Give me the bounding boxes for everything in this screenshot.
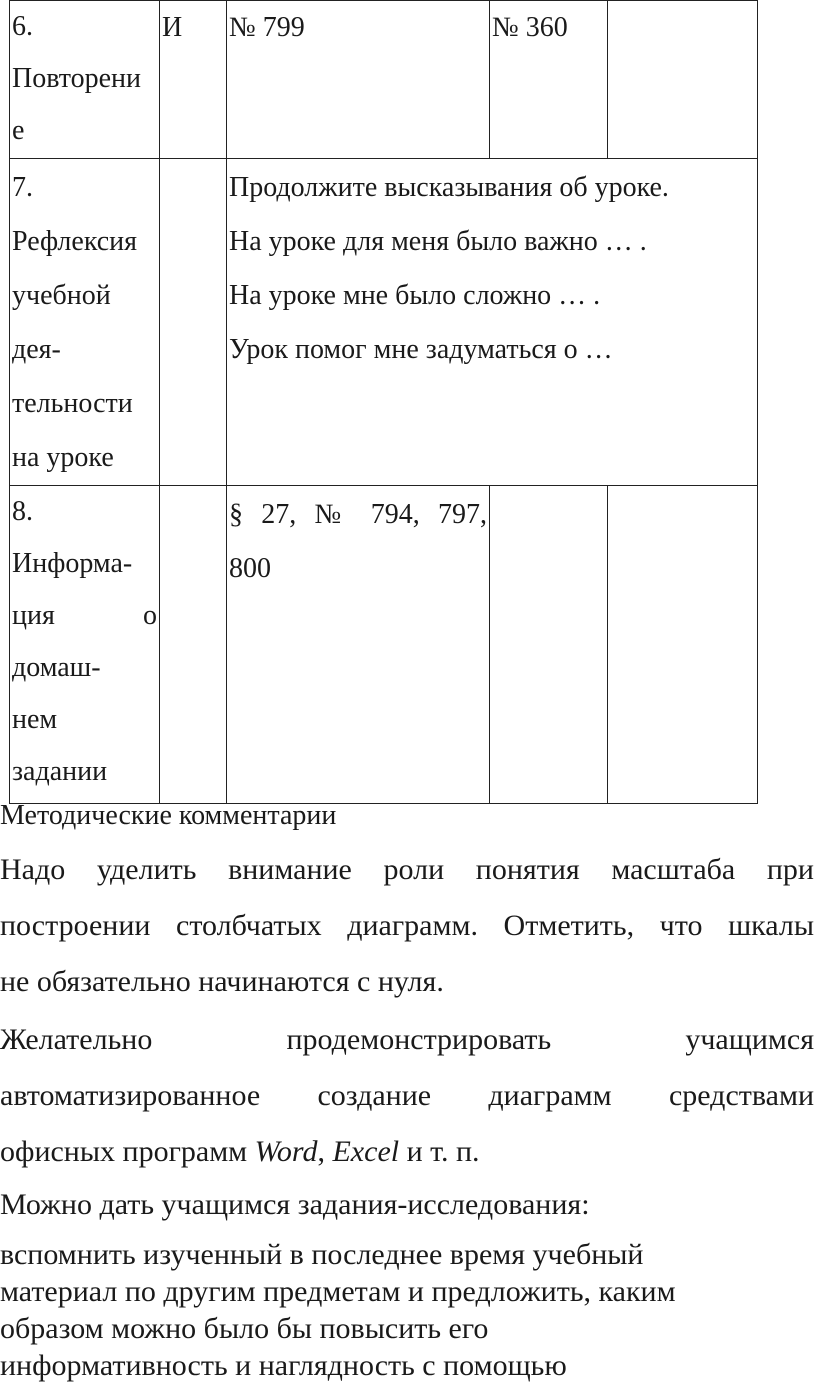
table-row [10, 1, 758, 159]
excel-program: Excel [332, 1135, 400, 1168]
task-text: № 799 [229, 12, 305, 43]
paragraph-line: информативность и наглядность с помощью [0, 1349, 567, 1382]
homework-text: § 27, № 794, 797, [229, 499, 487, 530]
paragraph-line: Можно дать учащимся задания-исследования: [0, 1188, 590, 1221]
stage-text: 7. [12, 172, 33, 203]
paragraph-line: вспомнить изученный в последнее время учебный [0, 1238, 644, 1271]
stage-text: нем [12, 704, 58, 735]
stage-text: Рефлексия [12, 226, 138, 257]
method-cell [160, 159, 227, 486]
notes-cell [608, 486, 758, 804]
paragraph-line: автоматизированное создание диаграмм средствами [0, 1079, 814, 1112]
homework-cell [227, 486, 490, 804]
paragraph-line: материал по другим предметам и предложить, каким [0, 1275, 676, 1308]
stage-text: домаш- [12, 652, 101, 683]
paragraph [0, 1236, 814, 1384]
comments-title: Методические комментарии [0, 800, 337, 831]
task2-cell [490, 1, 608, 159]
method-cell [160, 1, 227, 159]
table-row [10, 159, 758, 486]
stage-text: на уроке [12, 442, 114, 473]
reflection-text: Продолжите высказывания об уроке. [229, 172, 669, 203]
methodical-comments [0, 796, 814, 1384]
paragraph-line: образом можно было бы повысить его [0, 1312, 489, 1345]
task-cell [227, 1, 490, 159]
paragraph [0, 1012, 814, 1180]
method-cell [160, 486, 227, 804]
stage-text: учебной [12, 280, 111, 311]
lesson-table [9, 0, 758, 804]
stage-cell [10, 159, 160, 486]
stage-text: 8. [12, 496, 33, 527]
paragraph [0, 1184, 814, 1226]
homework-text: 800 [229, 553, 271, 584]
stage-text: ция о [12, 600, 157, 631]
stage-text: дея- [12, 334, 61, 365]
stage-text: 6. [12, 11, 33, 42]
stage-cell [10, 486, 160, 804]
paragraph-line: офисных программ Word, Excel и т. п. [0, 1135, 480, 1168]
paragraph-line: построении столбчатых диаграмм. Отметить, что шкалы [0, 909, 814, 942]
reflection-text: Урок помог мне задуматься о … [229, 334, 613, 365]
method-text: И [162, 12, 183, 43]
table-row [10, 486, 758, 804]
stage-cell [10, 1, 160, 159]
word-program: Word [254, 1135, 318, 1168]
stage-text: задании [12, 756, 108, 787]
reflection-text: На уроке для меня было важно … . [229, 226, 647, 257]
paragraph [0, 842, 814, 1010]
stage-text: е [12, 115, 25, 146]
notes-cell [608, 1, 758, 159]
reflection-text: На уроке мне было сложно … . [229, 280, 601, 311]
task2-text: № 360 [492, 12, 568, 43]
paragraph-line: Надо уделить внимание роли понятия масштаба при [0, 853, 814, 886]
stage-text: Информа- [12, 548, 133, 579]
reflection-cell [227, 159, 758, 486]
paragraph-line: Желательно продемонстрировать учащимся [0, 1023, 814, 1056]
stage-text: тельности [12, 388, 133, 419]
stage-text: Повторени [12, 63, 142, 94]
paragraph-line: не обязательно начинаются с нуля. [0, 965, 444, 998]
task2-cell [490, 486, 608, 804]
